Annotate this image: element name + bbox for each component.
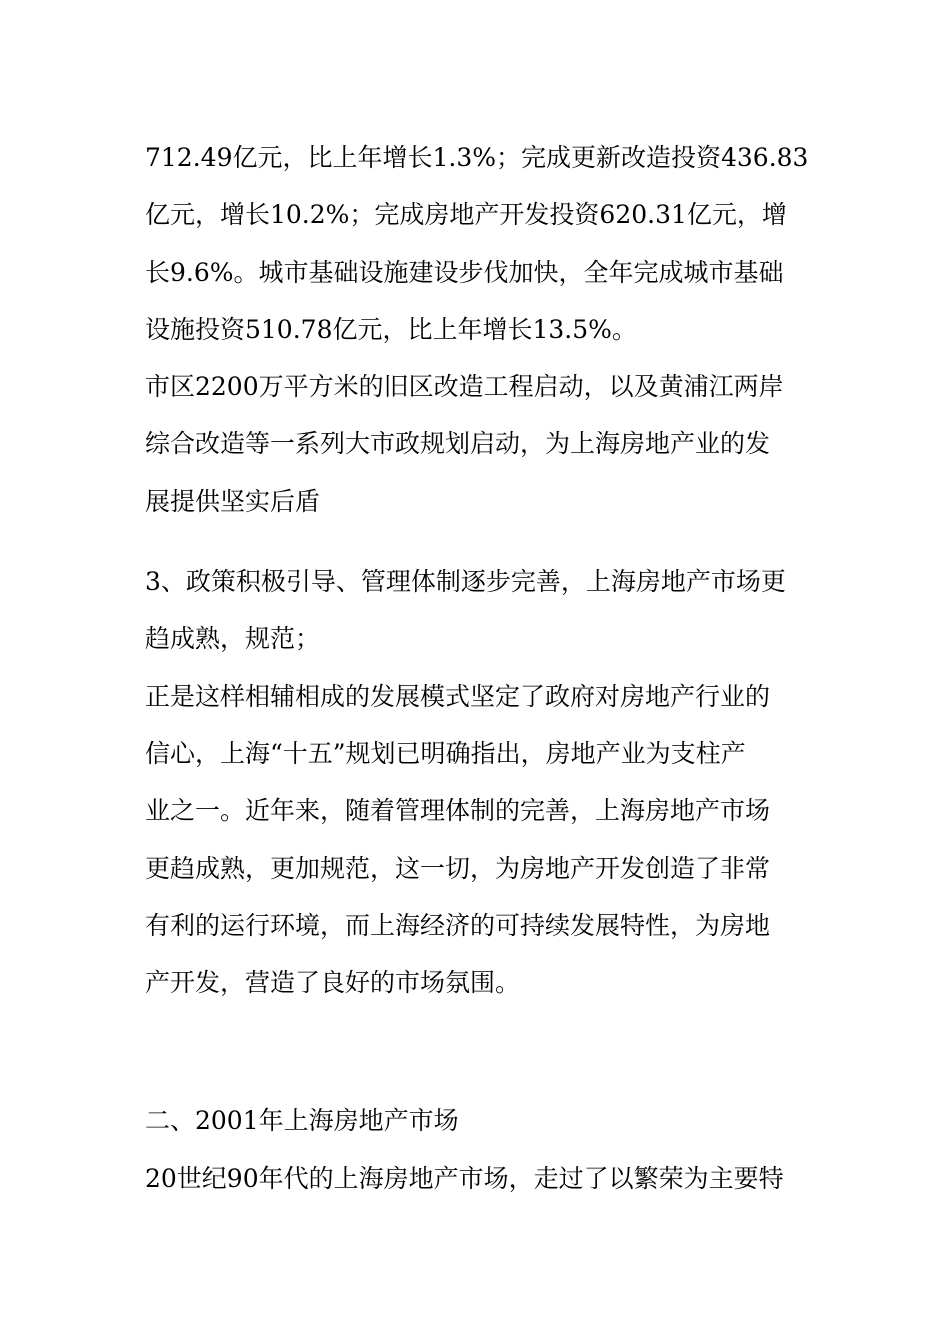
text-line: 712.49亿元，比上年增长1.3%；完成更新改造投资436.83 bbox=[145, 143, 809, 172]
text-line: 市区2200万平方米的旧区改造工程启动，以及黄浦江两岸 bbox=[145, 372, 784, 401]
text-line: 产开发，营造了良好的市场氛围。 bbox=[145, 968, 521, 997]
text-line: 展提供坚实后盾 bbox=[145, 487, 321, 516]
text-line: 长9.6%。城市基础设施建设步伐加快，全年完成城市基础 bbox=[145, 258, 784, 287]
text-line: 业之一。近年来，随着管理体制的完善，上海房地产市场 bbox=[145, 796, 771, 825]
text-line: 亿元，增长10.2%；完成房地产开发投资620.31亿元，增 bbox=[145, 200, 787, 229]
text-line: 正是这样相辅相成的发展模式坚定了政府对房地产行业的 bbox=[145, 682, 771, 711]
chapter-heading: 二、2001年上海房地产市场 bbox=[145, 1106, 459, 1135]
section-heading: 趋成熟，规范； bbox=[145, 624, 321, 653]
text-line: 更趋成熟，更加规范，这一切，为房地产开发创造了非常 bbox=[145, 854, 771, 883]
section-heading: 3、政策积极引导、管理体制逐步完善，上海房地产市场更 bbox=[145, 567, 786, 596]
text-line: 有利的运行环境，而上海经济的可持续发展特性，为房地 bbox=[145, 911, 771, 940]
text-line: 20世纪90年代的上海房地产市场，走过了以繁荣为主要特 bbox=[145, 1164, 784, 1193]
text-line: 设施投资510.78亿元，比上年增长13.5%。 bbox=[145, 315, 637, 344]
text-line: 综合改造等一系列大市政规划启动，为上海房地产业的发 bbox=[145, 429, 771, 458]
text-line: 信心，上海“十五”规划已明确指出，房地产业为支柱产 bbox=[145, 739, 746, 768]
